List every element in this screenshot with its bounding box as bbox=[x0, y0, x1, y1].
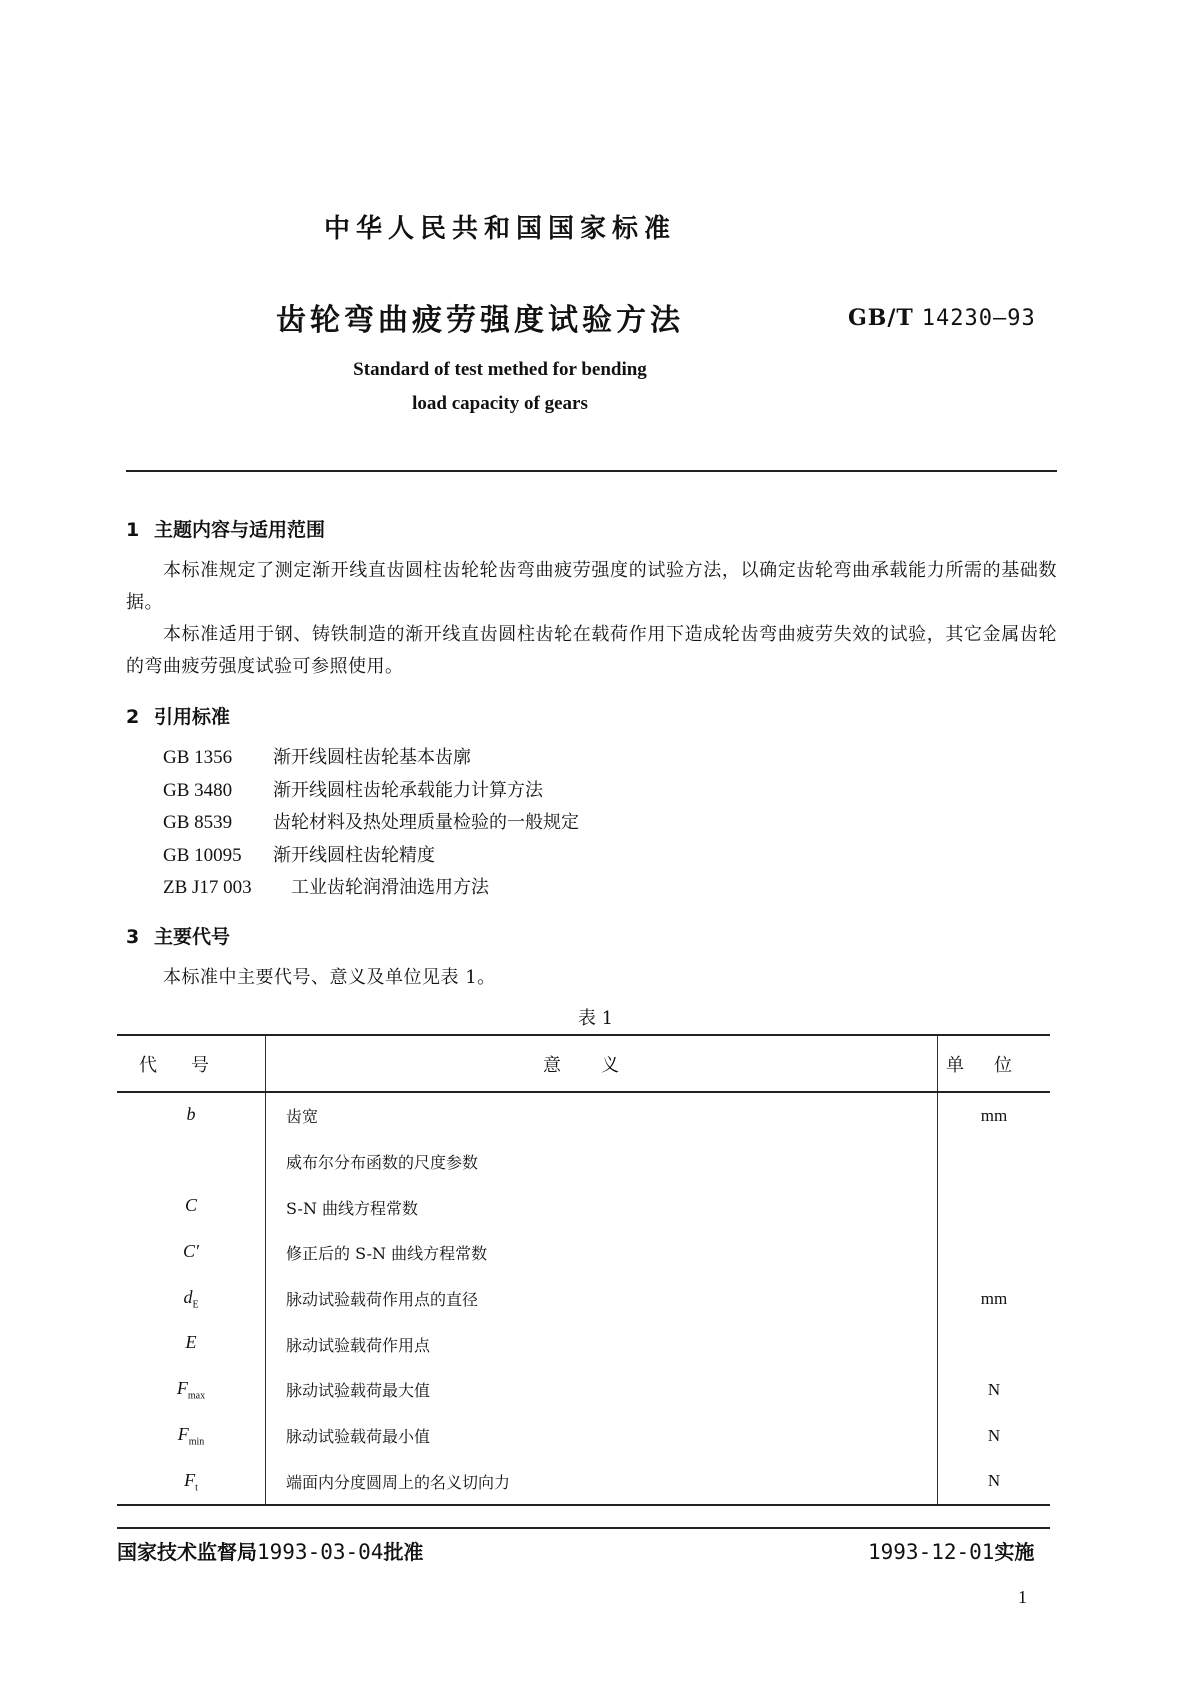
referenced-standards-list bbox=[163, 742, 579, 905]
reference-code: GB 3480 bbox=[163, 779, 233, 801]
reference-title: 工业齿轮润滑油选用方法 bbox=[291, 877, 489, 898]
section-1-paragraph-1: 本标准规定了测定渐开线直齿圆柱齿轮轮齿弯曲疲劳强度的试验方法，以确定齿轮弯曲承载能力所需的基础数据。 bbox=[126, 560, 1057, 613]
reference-title: 渐开线圆柱齿轮精度 bbox=[273, 844, 435, 866]
table-row bbox=[117, 1459, 1050, 1506]
unit-cell bbox=[938, 1230, 1051, 1276]
meaning-cell: 端面内分度圆周上的名义切向力 bbox=[266, 1459, 938, 1506]
approval-date: 1993-03-04 bbox=[257, 1540, 384, 1564]
document-title: 齿轮弯曲疲劳强度试验方法 bbox=[276, 303, 684, 338]
reference-item bbox=[163, 742, 579, 775]
section-2-number: 2 bbox=[126, 706, 140, 728]
unit-cell bbox=[938, 1321, 1051, 1367]
section-1-number: 1 bbox=[126, 519, 140, 541]
symbol-cell: C bbox=[117, 1184, 266, 1230]
table-header-row bbox=[117, 1035, 1050, 1092]
unit-cell bbox=[938, 1184, 1051, 1230]
table-row bbox=[117, 1139, 1050, 1185]
reference-code: GB 8539 bbox=[163, 812, 233, 833]
symbols-table bbox=[117, 1034, 1050, 1506]
symbol-cell: b bbox=[117, 1092, 266, 1139]
national-standard-heading: 中华人民共和国国家标准 bbox=[323, 214, 676, 244]
reference-title: 齿轮材料及热处理质量检验的一般规定 bbox=[273, 812, 579, 833]
section-3-number: 3 bbox=[126, 926, 140, 948]
page-number: 1 bbox=[1018, 1587, 1027, 1607]
section-3-heading bbox=[126, 922, 230, 949]
reference-title: 渐开线圆柱齿轮基本齿廓 bbox=[273, 747, 471, 768]
reference-item bbox=[163, 807, 579, 840]
header-unit: 单位 bbox=[938, 1035, 1051, 1092]
table-caption: 表 1 bbox=[577, 1008, 614, 1029]
section-1-title: 主题内容与适用范围 bbox=[154, 519, 326, 541]
meaning-cell: 修正后的 S-N 曲线方程常数 bbox=[266, 1230, 938, 1276]
reference-code: ZB J17 003 bbox=[163, 877, 252, 898]
reference-code: GB 1356 bbox=[163, 747, 233, 768]
reference-code: GB 10095 bbox=[163, 844, 242, 866]
section-2-heading bbox=[126, 702, 230, 729]
english-title-line2: load capacity of gears bbox=[412, 393, 588, 414]
unit-cell: N bbox=[987, 1425, 1001, 1445]
approval-suffix: 批准 bbox=[383, 1540, 424, 1564]
reference-item bbox=[163, 872, 579, 905]
meaning-cell: 齿宽 bbox=[266, 1092, 938, 1139]
header-meaning: 意义 bbox=[266, 1035, 938, 1092]
symbol-cell: $F_{min}$ bbox=[117, 1413, 266, 1459]
table-row bbox=[117, 1276, 1050, 1322]
symbol-cell: $F_{max}$ bbox=[117, 1367, 266, 1413]
meaning-cell: 脉动试验载荷作用点 bbox=[266, 1321, 938, 1367]
unit-cell: N bbox=[938, 1459, 1051, 1506]
table-row bbox=[117, 1092, 1050, 1139]
standard-code bbox=[848, 305, 1036, 331]
meaning-cell: 威布尔分布函数的尺度参数 bbox=[266, 1139, 938, 1185]
table-row bbox=[117, 1230, 1050, 1276]
reference-item bbox=[163, 840, 579, 873]
header-divider bbox=[126, 470, 1057, 472]
section-1-paragraph-2: 本标准适用于钢、铸铁制造的渐开线直齿圆柱齿轮在载荷作用下造成轮齿弯曲疲劳失效的试验，其它金属齿轮的弯曲疲劳强度试验可参照使用。 bbox=[126, 624, 1057, 677]
meaning-cell: S-N 曲线方程常数 bbox=[266, 1184, 938, 1230]
unit-cell: mm bbox=[980, 1288, 1008, 1308]
approving-authority: 国家技术监督局 bbox=[117, 1540, 257, 1564]
effective-date: 1993-12-01 bbox=[868, 1540, 995, 1564]
table-row bbox=[117, 1413, 1050, 1459]
symbol-cell: E bbox=[117, 1321, 266, 1367]
english-title-line1: Standard of test methed for bending bbox=[353, 359, 647, 380]
symbol-cell bbox=[117, 1139, 266, 1185]
symbol-cell: $d_E$ bbox=[117, 1276, 266, 1322]
meaning-cell: 脉动试验载荷作用点的直径 bbox=[266, 1276, 938, 1322]
footer-divider bbox=[117, 1527, 1050, 1529]
meaning-cell: 脉动试验载荷最大值 bbox=[266, 1367, 938, 1413]
symbol-cell: C′ bbox=[117, 1230, 266, 1276]
standard-code-number: 14230—93 bbox=[921, 306, 1036, 331]
section-3-intro: 本标准中主要代号、意义及单位见表 1。 bbox=[163, 967, 496, 988]
effective-line bbox=[868, 1536, 1034, 1565]
unit-cell: N bbox=[987, 1379, 1001, 1399]
table-row bbox=[117, 1367, 1050, 1413]
approval-line bbox=[117, 1536, 423, 1565]
unit-cell: mm bbox=[980, 1105, 1008, 1125]
effective-suffix: 实施 bbox=[994, 1540, 1035, 1564]
unit-cell bbox=[938, 1139, 1051, 1185]
header-symbol: 代号 bbox=[117, 1035, 266, 1092]
reference-title: 渐开线圆柱齿轮承载能力计算方法 bbox=[273, 779, 543, 801]
symbol-cell: $F_t$ bbox=[117, 1459, 266, 1506]
standard-code-prefix: GB/T bbox=[848, 305, 914, 331]
section-1-heading bbox=[126, 515, 325, 542]
reference-item bbox=[163, 775, 579, 808]
table-row bbox=[117, 1184, 1050, 1230]
meaning-cell: 脉动试验载荷最小值 bbox=[266, 1413, 938, 1459]
section-2-title: 引用标准 bbox=[154, 706, 231, 728]
table-row bbox=[117, 1321, 1050, 1367]
section-3-title: 主要代号 bbox=[154, 926, 231, 948]
